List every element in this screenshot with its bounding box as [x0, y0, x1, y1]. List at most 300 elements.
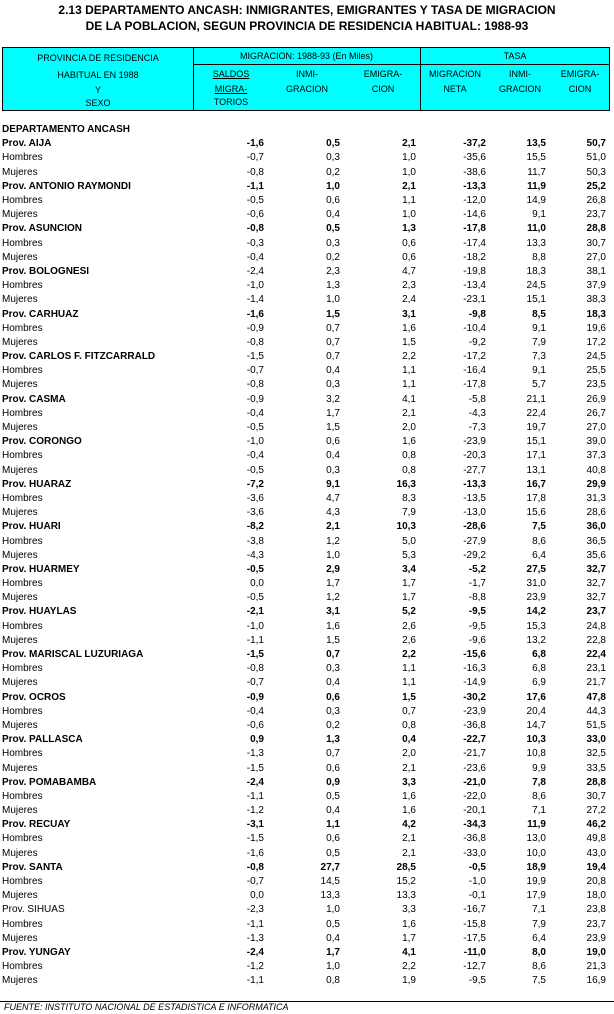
- table-title-line2: DE LA POBLACION, SEGUN PROVINCIA DE RESIDENCIA HABITUAL: 1988-93: [85, 19, 529, 33]
- row-value: 17,9: [526, 890, 546, 902]
- row-value: -17,4: [463, 237, 486, 249]
- row-value: 1,0: [402, 209, 416, 221]
- header-inmi-l1: INMI-: [296, 69, 318, 79]
- row-label: Prov. CARHUAZ: [2, 308, 79, 320]
- row-value: 2,3: [402, 280, 416, 292]
- row-value: 8,3: [402, 492, 416, 504]
- row-value: -16,4: [463, 365, 486, 377]
- row-label: Hombres: [2, 578, 43, 590]
- row-value: 1,6: [402, 322, 416, 334]
- row-value: 27,0: [586, 422, 606, 434]
- row-value: -0,8: [246, 861, 264, 873]
- row-value: 8,6: [532, 961, 546, 973]
- row-value: -5,8: [468, 393, 486, 405]
- table-row-province: [2, 478, 610, 492]
- row-value: -16,7: [463, 904, 486, 916]
- row-value: 8,8: [532, 251, 546, 263]
- row-value: 19,7: [526, 422, 546, 434]
- row-value: 13,0: [526, 833, 546, 845]
- row-value: -34,3: [463, 819, 486, 831]
- row-value: -13,4: [463, 280, 486, 292]
- table-row-province: [2, 946, 610, 960]
- row-value: -9,6: [468, 634, 486, 646]
- row-value: -9,5: [468, 975, 486, 987]
- table-row-province: [2, 393, 610, 407]
- table-header: [2, 47, 610, 111]
- table-row-sex: [2, 889, 610, 903]
- row-value: 11,9: [527, 180, 546, 192]
- row-value: 6,8: [532, 649, 546, 661]
- row-value: -1,4: [246, 294, 264, 306]
- row-value: 2,6: [402, 634, 416, 646]
- row-value: 2,4: [402, 294, 416, 306]
- table-row-province: [2, 350, 610, 364]
- row-value: 20,4: [526, 705, 546, 717]
- row-value: 1,6: [326, 620, 340, 632]
- row-value: 17,1: [526, 450, 546, 462]
- row-value: -15,6: [463, 649, 486, 661]
- row-value: -0,6: [246, 719, 264, 731]
- row-value: -1,5: [246, 351, 264, 363]
- header-province-line2: HABITUAL EN 1988: [57, 70, 139, 80]
- row-value: 28,6: [586, 507, 606, 519]
- row-value: 1,0: [402, 152, 416, 164]
- table-row-sex: [2, 875, 610, 889]
- row-value: 0,3: [326, 663, 340, 675]
- row-value: 9,1: [532, 322, 546, 334]
- table-row-sex: [2, 151, 610, 165]
- row-label: Prov. CARLOS F. FITZCARRALD: [2, 351, 156, 363]
- row-value: 20,8: [586, 876, 606, 888]
- row-value: -9,5: [468, 606, 486, 618]
- row-value: 4,2: [402, 819, 416, 831]
- row-value: 13,1: [526, 464, 546, 476]
- row-value: -12,0: [463, 195, 486, 207]
- row-value: 13,5: [526, 138, 546, 150]
- row-label: Mujeres: [2, 762, 38, 774]
- row-label: Prov. CORONGO: [2, 436, 82, 448]
- row-value: -5,2: [468, 563, 486, 575]
- row-value: 31,3: [586, 492, 606, 504]
- row-value: -4,3: [246, 549, 264, 561]
- header-tasa-emigra-l1: EMIGRA-: [560, 69, 600, 79]
- row-value: 7,1: [532, 805, 546, 817]
- row-value: 16,7: [526, 478, 546, 490]
- row-value: 0,3: [326, 464, 340, 476]
- row-value: 0,6: [402, 251, 416, 263]
- row-value: -17,8: [463, 223, 486, 235]
- row-value: 2,1: [326, 521, 340, 533]
- row-value: 30,7: [586, 790, 606, 802]
- row-value: 0,4: [402, 734, 416, 746]
- row-value: 0,5: [326, 918, 340, 930]
- table-row-province: [2, 265, 610, 279]
- row-value: 7,8: [532, 776, 546, 788]
- row-value: 1,9: [402, 975, 416, 987]
- row-value: 40,8: [586, 464, 606, 476]
- row-value: -2,3: [246, 904, 264, 916]
- row-label: Prov. HUAYLAS: [2, 606, 77, 618]
- row-value: 32,7: [586, 592, 606, 604]
- row-value: 2,3: [326, 265, 340, 277]
- row-value: -1,1: [246, 918, 264, 930]
- row-value: -10,4: [463, 322, 486, 334]
- row-value: -17,2: [463, 351, 486, 363]
- row-label: Hombres: [2, 407, 43, 419]
- row-value: 2,1: [402, 847, 416, 859]
- row-value: -1,1: [246, 790, 264, 802]
- row-value: -0,4: [246, 407, 264, 419]
- row-value: 0,8: [326, 975, 340, 987]
- row-value: 0,2: [326, 719, 340, 731]
- row-value: 18,9: [526, 861, 546, 873]
- row-value: -0,5: [246, 195, 264, 207]
- row-value: -21,0: [463, 776, 486, 788]
- row-label: Hombres: [2, 280, 43, 292]
- row-value: -9,2: [468, 336, 486, 348]
- row-value: 1,1: [402, 379, 416, 391]
- row-value: 0,5: [326, 847, 340, 859]
- row-value: 1,7: [326, 407, 340, 419]
- table-row-sex: [2, 364, 610, 378]
- table-row-sex: [2, 194, 610, 208]
- table-row-sex: [2, 293, 610, 307]
- row-value: 2,2: [402, 351, 416, 363]
- row-value: 3,3: [402, 776, 416, 788]
- row-value: -7,3: [468, 422, 486, 434]
- data-table: [2, 123, 610, 988]
- row-value: -0,9: [246, 393, 264, 405]
- row-value: 7,9: [402, 507, 416, 519]
- row-label: Prov. HUARMEY: [2, 563, 80, 575]
- row-value: 13,2: [526, 634, 546, 646]
- table-row-sex: [2, 918, 610, 932]
- row-value: -1,0: [468, 876, 486, 888]
- row-value: 24,5: [586, 351, 606, 363]
- row-value: 18,3: [586, 308, 606, 320]
- row-value: 15,5: [526, 152, 546, 164]
- row-label: Hombres: [2, 322, 43, 334]
- header-emigra-l2: CION: [371, 84, 395, 94]
- row-value: 0,5: [326, 138, 340, 150]
- row-value: 2,9: [326, 563, 340, 575]
- row-value: 10,3: [526, 734, 546, 746]
- row-label: Mujeres: [2, 592, 38, 604]
- row-value: -14,9: [463, 677, 486, 689]
- row-value: -28,6: [463, 521, 486, 533]
- row-value: 4,3: [326, 507, 340, 519]
- row-value: 1,1: [402, 677, 416, 689]
- row-value: 24,8: [586, 620, 606, 632]
- row-value: 5,7: [532, 379, 546, 391]
- row-value: -0,8: [246, 379, 264, 391]
- row-value: 27,5: [526, 563, 546, 575]
- row-value: 28,5: [396, 861, 416, 873]
- row-value: 0,3: [326, 705, 340, 717]
- row-value: -23,9: [463, 705, 486, 717]
- row-value: -1,0: [246, 280, 264, 292]
- row-value: 3,1: [326, 606, 340, 618]
- row-value: 1,3: [326, 734, 340, 746]
- table-row-sex: [2, 492, 610, 506]
- row-value: 0,3: [326, 152, 340, 164]
- row-value: 11,9: [527, 819, 546, 831]
- table-row-sex: [2, 790, 610, 804]
- row-value: 32,7: [586, 563, 606, 575]
- row-value: 38,1: [586, 265, 606, 277]
- header-group-tasa: TASA: [503, 51, 527, 61]
- row-value: 2,2: [402, 649, 416, 661]
- header-neta-l2: NETA: [443, 84, 467, 94]
- row-value: 0,3: [326, 379, 340, 391]
- row-value: -0,3: [246, 237, 264, 249]
- row-value: 0,8: [402, 450, 416, 462]
- row-value: -27,9: [463, 535, 486, 547]
- row-value: -36,8: [463, 833, 486, 845]
- row-value: 18,3: [526, 265, 546, 277]
- row-value: 19,0: [586, 946, 606, 958]
- header-tasa-inmi-l1: INMI-: [509, 69, 531, 79]
- table-row-province: [2, 137, 610, 151]
- row-value: -0,8: [246, 166, 264, 178]
- table-row-sex: [2, 676, 610, 690]
- row-label: Prov. HUARI: [2, 521, 61, 533]
- row-value: 28,8: [586, 776, 606, 788]
- row-value: -0,1: [468, 890, 486, 902]
- row-value: -2,4: [246, 946, 264, 958]
- row-value: 23,5: [586, 379, 606, 391]
- row-label: Hombres: [2, 620, 43, 632]
- row-value: 1,7: [402, 592, 416, 604]
- row-label: Hombres: [2, 918, 43, 930]
- row-value: -1,5: [246, 833, 264, 845]
- row-value: 8,0: [532, 946, 546, 958]
- row-value: 2,1: [402, 762, 416, 774]
- source-note: FUENTE: INSTITUTO NACIONAL DE ESTADISTICA E INFORMATICA: [4, 1002, 289, 1012]
- table-row-province: [2, 435, 610, 449]
- table-row-sex: [2, 705, 610, 719]
- table-row-province: [2, 776, 610, 790]
- row-value: 3,3: [402, 904, 416, 916]
- row-label: Hombres: [2, 790, 43, 802]
- row-label: Hombres: [2, 237, 43, 249]
- row-label: Hombres: [2, 833, 43, 845]
- header-tasa-inmi-l2: GRACION: [498, 84, 541, 94]
- header-tasa-emigra-l2: CION: [568, 84, 592, 94]
- row-value: 7,5: [532, 975, 546, 987]
- row-value: 19,6: [586, 322, 606, 334]
- table-title-line1: 2.13 DEPARTAMENTO ANCASH: INMIGRANTES, EMIGRANTES Y TASA DE MIGRACION: [58, 3, 556, 17]
- row-value: 16,9: [586, 975, 606, 987]
- row-value: -0,4: [246, 705, 264, 717]
- row-value: 2,6: [402, 620, 416, 632]
- row-value: 0,6: [402, 237, 416, 249]
- row-label: Mujeres: [2, 847, 38, 859]
- row-value: -0,8: [246, 223, 264, 235]
- row-value: 8,6: [532, 535, 546, 547]
- row-value: 0,8: [402, 464, 416, 476]
- row-value: 17,8: [526, 492, 546, 504]
- row-value: 50,7: [586, 138, 606, 150]
- row-value: 4,1: [402, 946, 416, 958]
- row-value: -13,5: [463, 492, 486, 504]
- row-value: 33,0: [586, 734, 606, 746]
- row-value: -0,8: [246, 663, 264, 675]
- row-value: 1,0: [326, 294, 340, 306]
- row-label: Hombres: [2, 748, 43, 760]
- row-value: 1,6: [402, 805, 416, 817]
- row-value: -0,5: [246, 464, 264, 476]
- row-value: -27,7: [463, 464, 486, 476]
- table-row-sex: [2, 237, 610, 251]
- row-value: -20,3: [463, 450, 486, 462]
- row-value: -22,0: [463, 790, 486, 802]
- row-value: 10,8: [526, 748, 546, 760]
- row-value: 28,8: [586, 223, 606, 235]
- row-label: Mujeres: [2, 549, 38, 561]
- row-value: 21,3: [586, 961, 606, 973]
- row-value: 1,0: [326, 961, 340, 973]
- row-value: -2,4: [246, 776, 264, 788]
- row-value: 9,1: [532, 365, 546, 377]
- row-value: 29,9: [586, 478, 606, 490]
- table-row-sex: [2, 322, 610, 336]
- row-value: 31,0: [526, 578, 546, 590]
- row-value: 14,5: [320, 876, 340, 888]
- row-label: Mujeres: [2, 379, 38, 391]
- row-value: 0,7: [326, 322, 340, 334]
- row-value: -11,0: [463, 946, 486, 958]
- row-value: 1,6: [402, 790, 416, 802]
- row-value: 49,8: [586, 833, 606, 845]
- header-saldos-l1: SALDOS: [212, 69, 250, 79]
- table-row-sex: [2, 591, 610, 605]
- row-value: 38,3: [586, 294, 606, 306]
- row-value: 25,2: [586, 180, 606, 192]
- row-value: -1,2: [246, 805, 264, 817]
- table-row-sex: [2, 279, 610, 293]
- row-value: 26,7: [586, 407, 606, 419]
- row-value: 1,0: [326, 904, 340, 916]
- row-value: 39,0: [586, 436, 606, 448]
- row-value: 1,7: [402, 578, 416, 590]
- header-province-line1: PROVINCIA DE RESIDENCIA: [37, 53, 159, 63]
- header-province-line4: SEXO: [85, 98, 111, 108]
- row-value: 22,4: [586, 649, 606, 661]
- row-value: -23,9: [463, 436, 486, 448]
- row-label: Mujeres: [2, 634, 38, 646]
- row-value: -0,5: [246, 592, 264, 604]
- row-label: Mujeres: [2, 464, 38, 476]
- row-value: 1,1: [326, 819, 340, 831]
- row-value: 1,7: [402, 932, 416, 944]
- row-label: Hombres: [2, 152, 43, 164]
- row-label: Mujeres: [2, 975, 38, 987]
- row-value: -1,6: [246, 308, 264, 320]
- row-label: Prov. RECUAY: [2, 819, 71, 831]
- table-row-sex: [2, 336, 610, 350]
- row-label: Prov. OCROS: [2, 691, 66, 703]
- row-value: -0,6: [246, 209, 264, 221]
- row-value: 10,3: [396, 521, 416, 533]
- row-value: 15,1: [526, 294, 546, 306]
- row-label: Prov. BOLOGNESI: [2, 265, 90, 277]
- row-value: -1,7: [468, 578, 486, 590]
- row-value: 7,9: [532, 918, 546, 930]
- row-value: -37,2: [463, 138, 486, 150]
- table-row-sex: [2, 620, 610, 634]
- row-value: -0,9: [246, 322, 264, 334]
- row-value: -8,2: [246, 521, 264, 533]
- row-value: 47,8: [586, 691, 606, 703]
- row-value: 17,6: [526, 691, 546, 703]
- row-value: 37,9: [586, 280, 606, 292]
- row-value: -9,8: [468, 308, 486, 320]
- row-value: 30,7: [586, 237, 606, 249]
- row-value: 1,6: [402, 436, 416, 448]
- table-row-province: [2, 733, 610, 747]
- row-value: 0,8: [402, 719, 416, 731]
- row-label: Mujeres: [2, 677, 38, 689]
- row-value: 23,7: [586, 209, 606, 221]
- row-value: -2,4: [246, 265, 264, 277]
- row-value: 0,9: [326, 776, 340, 788]
- row-value: -1,0: [246, 620, 264, 632]
- row-value: 6,4: [532, 932, 546, 944]
- row-value: 0,5: [326, 223, 340, 235]
- header-saldos-l3: TORIOS: [213, 97, 249, 107]
- table-row-province: [2, 307, 610, 321]
- row-value: -14,6: [463, 209, 486, 221]
- row-value: -1,3: [246, 748, 264, 760]
- row-label: Prov. YUNGAY: [2, 946, 71, 958]
- row-value: 0,4: [326, 677, 340, 689]
- row-value: 32,7: [586, 578, 606, 590]
- header-inmi-l2: GRACION: [285, 84, 328, 94]
- table-row-province: [2, 648, 610, 662]
- row-value: 15,2: [396, 876, 416, 888]
- row-value: -1,5: [246, 649, 264, 661]
- row-label: Mujeres: [2, 890, 38, 902]
- row-value: -9,5: [468, 620, 486, 632]
- row-value: 14,7: [526, 719, 546, 731]
- row-value: -1,5: [246, 762, 264, 774]
- row-value: 36,5: [586, 535, 606, 547]
- row-value: 7,3: [532, 351, 546, 363]
- row-value: 18,0: [586, 890, 606, 902]
- table-row-province: [2, 691, 610, 705]
- row-value: -16,3: [463, 663, 486, 675]
- row-value: -1,6: [246, 847, 264, 859]
- row-label: Prov. ANTONIO RAYMONDI: [2, 180, 131, 192]
- row-label: Mujeres: [2, 932, 38, 944]
- row-value: 1,2: [326, 535, 340, 547]
- row-value: 0,4: [326, 365, 340, 377]
- row-label: Hombres: [2, 663, 43, 675]
- row-label: Hombres: [2, 961, 43, 973]
- table-row-province: [2, 563, 610, 577]
- row-value: 11,7: [527, 166, 546, 178]
- row-label: Mujeres: [2, 422, 38, 434]
- row-value: 26,9: [586, 393, 606, 405]
- row-value: 19,4: [586, 861, 606, 873]
- row-value: 2,1: [402, 180, 416, 192]
- row-value: -0,7: [246, 677, 264, 689]
- table-row-sex: [2, 932, 610, 946]
- row-value: -36,8: [463, 719, 486, 731]
- row-label: Prov. CASMA: [2, 393, 66, 405]
- row-value: -0,5: [246, 422, 264, 434]
